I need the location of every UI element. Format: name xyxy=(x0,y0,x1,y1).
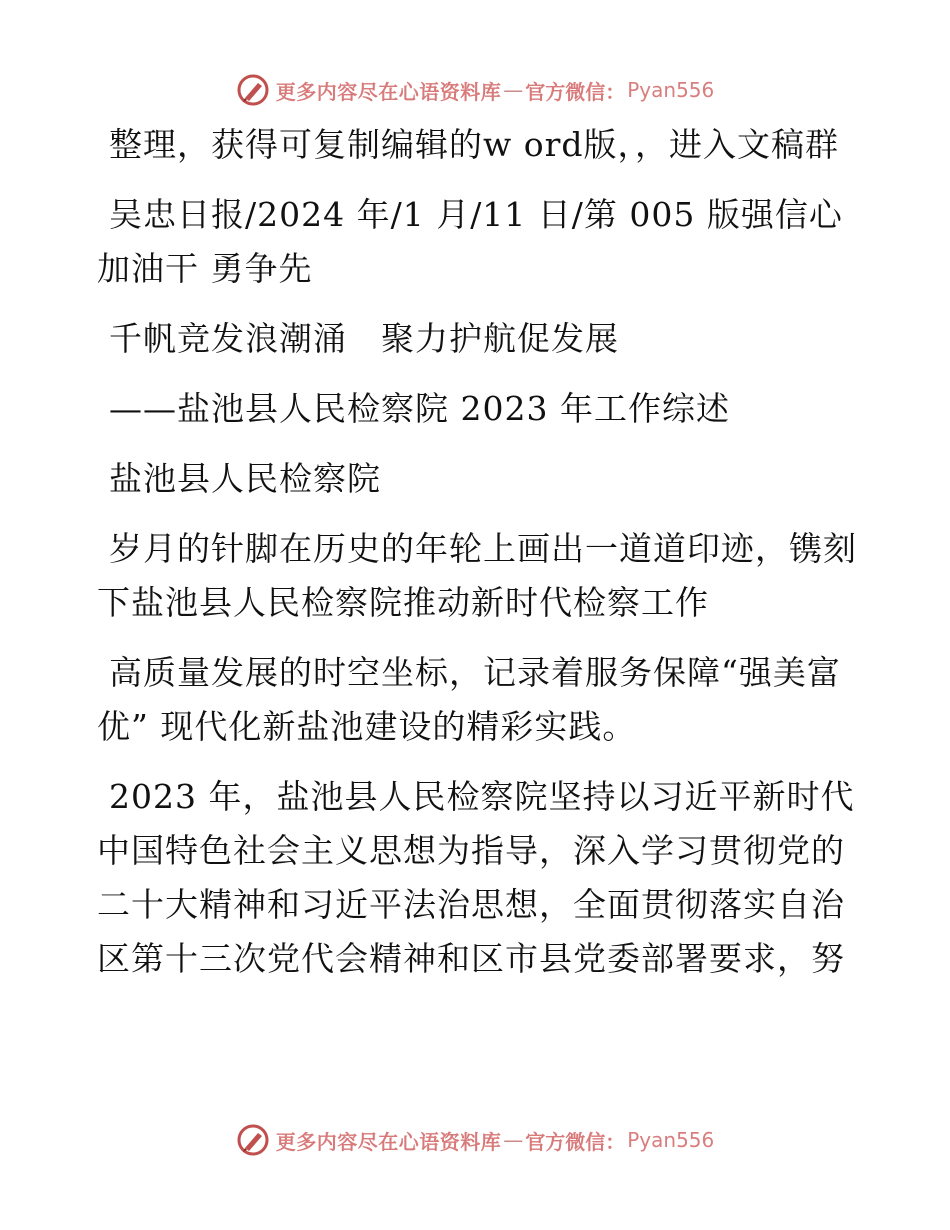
paragraph: 盐池县人民检察院 xyxy=(109,459,381,498)
footer-watermark xyxy=(0,1120,950,1160)
watermark-wechat-id: Pyan556 xyxy=(627,1128,715,1152)
paragraph: 千帆竞发浪潮涌 聚力护航促发展 xyxy=(109,319,619,358)
paragraph: 整理，获得可复制编辑的w ord版，，进入文稿群 xyxy=(109,125,840,164)
document-body xyxy=(97,118,857,1002)
watermark-dash: — xyxy=(503,1128,524,1152)
paragraph: ——盐池县人民检察院 2023 年工作综述 xyxy=(109,389,730,428)
pen-logo-icon xyxy=(236,73,270,107)
paragraph: 高质量发展的时空坐标，记录着服务保障“强美富优” 现代化新盐池建设的精彩实践。 xyxy=(97,653,841,746)
pen-logo-icon xyxy=(236,1123,270,1157)
watermark-brand: 更多内容尽在心语资料库 xyxy=(275,1129,502,1154)
paragraph: 2023 年，盐池县人民检察院坚持以习近平新时代中国特色社会主义思想为指导，深入学习贯彻党的二十大精神和习近平法治思想，全面贯彻落实自治区第十三次党代会精神和区市县党委部署要求，努 xyxy=(97,777,855,978)
paragraph: 吴忠日报/2024 年/1 月/11 日/第 005 版强信心加油干 勇争先 xyxy=(97,195,843,288)
paragraph: 岁月的针脚在历史的年轮上画出一道道印迹，镌刻下盐池县人民检察院推动新时代检察工作 xyxy=(97,529,857,622)
watermark-brand: 更多内容尽在心语资料库 xyxy=(275,79,502,104)
watermark-official-label: 官方微信： xyxy=(525,79,626,104)
watermark-official-label: 官方微信： xyxy=(525,1129,626,1154)
watermark-dash: — xyxy=(503,78,524,102)
watermark-wechat-id: Pyan556 xyxy=(627,78,715,102)
header-watermark xyxy=(0,70,950,110)
